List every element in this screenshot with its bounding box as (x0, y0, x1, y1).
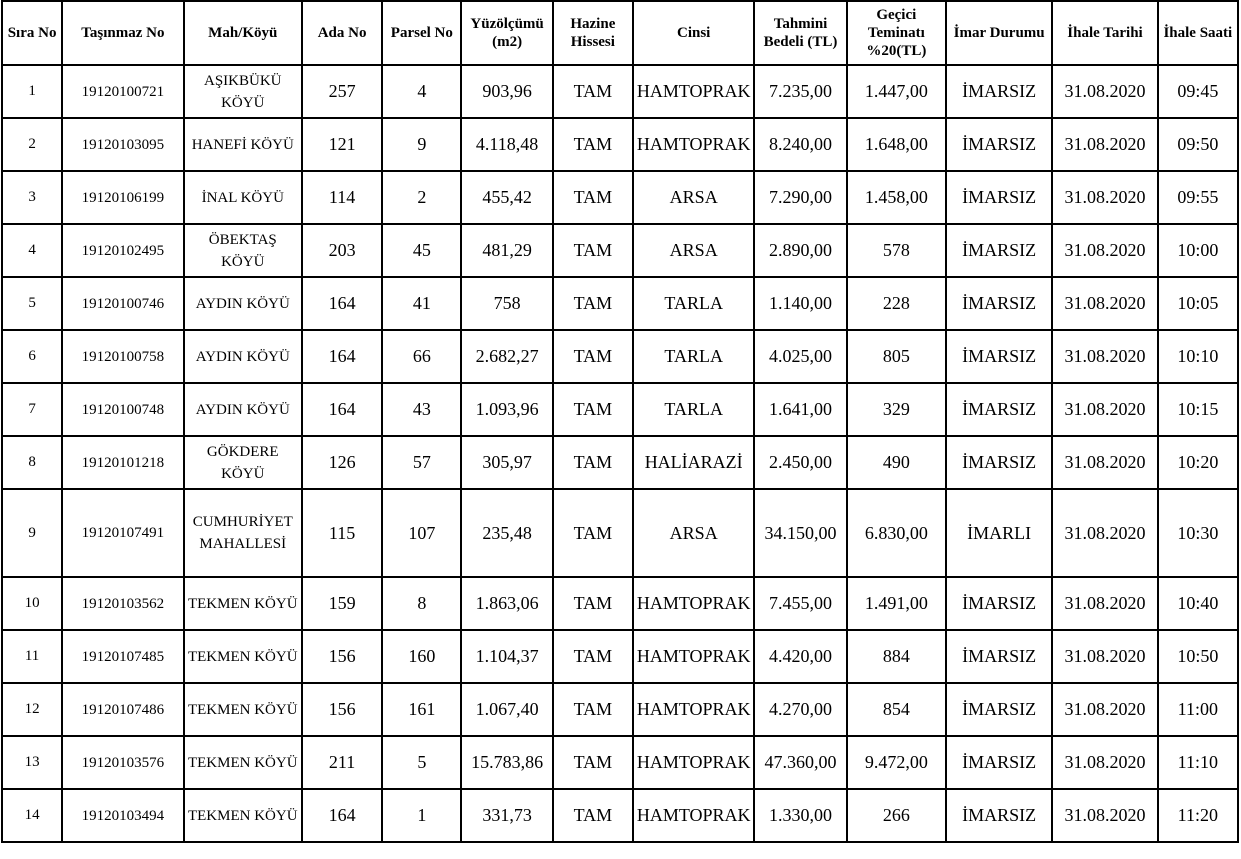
sira-cell: 13 (2, 736, 62, 789)
yuzolcum-cell: 1.067,40 (461, 683, 552, 736)
saat-cell: 11:20 (1158, 789, 1238, 842)
cins-cell: HAMTOPRAK (633, 683, 754, 736)
col-header-cins: Cinsi (633, 1, 754, 65)
koy-cell: TEKMEN KÖYÜ (184, 577, 302, 630)
sira-cell: 7 (2, 383, 62, 436)
imar-cell: İMARSIZ (946, 65, 1052, 118)
ada-cell: 164 (302, 789, 382, 842)
tarih-cell: 31.08.2020 (1052, 118, 1157, 171)
tarih-cell: 31.08.2020 (1052, 277, 1157, 330)
hisse-cell: TAM (553, 683, 633, 736)
tasinmaz-cell: 19120100721 (62, 65, 183, 118)
bedel-cell: 2.450,00 (754, 436, 846, 489)
tasinmaz-cell: 19120107485 (62, 630, 183, 683)
teminat-cell: 884 (847, 630, 946, 683)
tarih-cell: 31.08.2020 (1052, 65, 1157, 118)
imar-cell: İMARSIZ (946, 171, 1052, 224)
parsel-cell: 9 (382, 118, 461, 171)
yuzolcum-cell: 4.118,48 (461, 118, 552, 171)
bedel-cell: 7.455,00 (754, 577, 846, 630)
koy-cell: TEKMEN KÖYÜ (184, 736, 302, 789)
table-row (2, 330, 1238, 383)
tasinmaz-cell: 19120103576 (62, 736, 183, 789)
sira-cell: 5 (2, 277, 62, 330)
parsel-cell: 57 (382, 436, 461, 489)
table-row (2, 224, 1238, 277)
hisse-cell: TAM (553, 171, 633, 224)
sira-cell: 10 (2, 577, 62, 630)
imar-cell: İMARSIZ (946, 383, 1052, 436)
tarih-cell: 31.08.2020 (1052, 683, 1157, 736)
koy-cell: AYDIN KÖYÜ (184, 383, 302, 436)
bedel-cell: 47.360,00 (754, 736, 846, 789)
bedel-cell: 34.150,00 (754, 489, 846, 577)
ada-cell: 126 (302, 436, 382, 489)
sira-cell: 2 (2, 118, 62, 171)
imar-cell: İMARSIZ (946, 577, 1052, 630)
ada-cell: 114 (302, 171, 382, 224)
cins-cell: TARLA (633, 383, 754, 436)
table-row (2, 683, 1238, 736)
teminat-cell: 6.830,00 (847, 489, 946, 577)
bedel-cell: 4.025,00 (754, 330, 846, 383)
cins-cell: HAMTOPRAK (633, 736, 754, 789)
yuzolcum-cell: 455,42 (461, 171, 552, 224)
cins-cell: HALİARAZİ (633, 436, 754, 489)
teminat-cell: 805 (847, 330, 946, 383)
ada-cell: 211 (302, 736, 382, 789)
saat-cell: 10:30 (1158, 489, 1238, 577)
col-header-tarih: İhale Tarihi (1052, 1, 1157, 65)
col-header-teminat: Geçici Teminatı %20(TL) (847, 1, 946, 65)
hisse-cell: TAM (553, 277, 633, 330)
teminat-cell: 490 (847, 436, 946, 489)
tarih-cell: 31.08.2020 (1052, 330, 1157, 383)
saat-cell: 10:10 (1158, 330, 1238, 383)
koy-cell: CUMHURİYET MAHALLESİ (184, 489, 302, 577)
teminat-cell: 1.491,00 (847, 577, 946, 630)
col-header-imar: İmar Durumu (946, 1, 1052, 65)
hisse-cell: TAM (553, 736, 633, 789)
cins-cell: HAMTOPRAK (633, 789, 754, 842)
hisse-cell: TAM (553, 383, 633, 436)
teminat-cell: 854 (847, 683, 946, 736)
teminat-cell: 1.648,00 (847, 118, 946, 171)
table-row (2, 171, 1238, 224)
saat-cell: 09:55 (1158, 171, 1238, 224)
teminat-cell: 1.458,00 (847, 171, 946, 224)
col-header-bedel: Tahmini Bedeli (TL) (754, 1, 846, 65)
tasinmaz-cell: 19120103562 (62, 577, 183, 630)
imar-cell: İMARSIZ (946, 736, 1052, 789)
imar-cell: İMARSIZ (946, 436, 1052, 489)
tasinmaz-cell: 19120106199 (62, 171, 183, 224)
saat-cell: 09:50 (1158, 118, 1238, 171)
yuzolcum-cell: 235,48 (461, 489, 552, 577)
col-header-yuzolcum: Yüzölçümü (m2) (461, 1, 552, 65)
tasinmaz-cell: 19120103494 (62, 789, 183, 842)
tarih-cell: 31.08.2020 (1052, 383, 1157, 436)
teminat-cell: 578 (847, 224, 946, 277)
sira-cell: 4 (2, 224, 62, 277)
parsel-cell: 8 (382, 577, 461, 630)
yuzolcum-cell: 15.783,86 (461, 736, 552, 789)
hisse-cell: TAM (553, 789, 633, 842)
teminat-cell: 9.472,00 (847, 736, 946, 789)
tender-table (1, 0, 1239, 843)
table-row (2, 577, 1238, 630)
sira-cell: 8 (2, 436, 62, 489)
hisse-cell: TAM (553, 577, 633, 630)
sira-cell: 1 (2, 65, 62, 118)
header-row (2, 1, 1238, 65)
bedel-cell: 1.140,00 (754, 277, 846, 330)
tasinmaz-cell: 19120101218 (62, 436, 183, 489)
tasinmaz-cell: 19120103095 (62, 118, 183, 171)
bedel-cell: 7.235,00 (754, 65, 846, 118)
parsel-cell: 4 (382, 65, 461, 118)
hisse-cell: TAM (553, 224, 633, 277)
yuzolcum-cell: 1.104,37 (461, 630, 552, 683)
cins-cell: ARSA (633, 171, 754, 224)
cins-cell: TARLA (633, 330, 754, 383)
table-row (2, 630, 1238, 683)
yuzolcum-cell: 305,97 (461, 436, 552, 489)
imar-cell: İMARSIZ (946, 630, 1052, 683)
bedel-cell: 4.420,00 (754, 630, 846, 683)
tarih-cell: 31.08.2020 (1052, 736, 1157, 789)
tarih-cell: 31.08.2020 (1052, 577, 1157, 630)
tasinmaz-cell: 19120107486 (62, 683, 183, 736)
tarih-cell: 31.08.2020 (1052, 224, 1157, 277)
yuzolcum-cell: 1.093,96 (461, 383, 552, 436)
koy-cell: TEKMEN KÖYÜ (184, 630, 302, 683)
sira-cell: 11 (2, 630, 62, 683)
hisse-cell: TAM (553, 65, 633, 118)
bedel-cell: 2.890,00 (754, 224, 846, 277)
cins-cell: HAMTOPRAK (633, 577, 754, 630)
table-row (2, 736, 1238, 789)
parsel-cell: 66 (382, 330, 461, 383)
ada-cell: 156 (302, 683, 382, 736)
tarih-cell: 31.08.2020 (1052, 436, 1157, 489)
imar-cell: İMARSIZ (946, 224, 1052, 277)
col-header-tasinmaz: Taşınmaz No (62, 1, 183, 65)
tasinmaz-cell: 19120100746 (62, 277, 183, 330)
ada-cell: 156 (302, 630, 382, 683)
koy-cell: HANEFİ KÖYÜ (184, 118, 302, 171)
ada-cell: 257 (302, 65, 382, 118)
yuzolcum-cell: 331,73 (461, 789, 552, 842)
table-row (2, 489, 1238, 577)
imar-cell: İMARSIZ (946, 277, 1052, 330)
bedel-cell: 1.641,00 (754, 383, 846, 436)
parsel-cell: 1 (382, 789, 461, 842)
cins-cell: HAMTOPRAK (633, 65, 754, 118)
table-row (2, 436, 1238, 489)
saat-cell: 10:20 (1158, 436, 1238, 489)
teminat-cell: 1.447,00 (847, 65, 946, 118)
hisse-cell: TAM (553, 330, 633, 383)
saat-cell: 10:50 (1158, 630, 1238, 683)
col-header-saat: İhale Saati (1158, 1, 1238, 65)
ada-cell: 164 (302, 330, 382, 383)
cins-cell: HAMTOPRAK (633, 118, 754, 171)
hisse-cell: TAM (553, 489, 633, 577)
cins-cell: ARSA (633, 224, 754, 277)
koy-cell: TEKMEN KÖYÜ (184, 683, 302, 736)
cins-cell: TARLA (633, 277, 754, 330)
imar-cell: İMARSIZ (946, 118, 1052, 171)
saat-cell: 11:10 (1158, 736, 1238, 789)
table-row (2, 789, 1238, 842)
parsel-cell: 161 (382, 683, 461, 736)
ada-cell: 121 (302, 118, 382, 171)
tarih-cell: 31.08.2020 (1052, 789, 1157, 842)
sira-cell: 12 (2, 683, 62, 736)
col-header-ada: Ada No (302, 1, 382, 65)
bedel-cell: 7.290,00 (754, 171, 846, 224)
sira-cell: 9 (2, 489, 62, 577)
saat-cell: 10:15 (1158, 383, 1238, 436)
teminat-cell: 329 (847, 383, 946, 436)
ada-cell: 164 (302, 383, 382, 436)
tasinmaz-cell: 19120107491 (62, 489, 183, 577)
saat-cell: 10:05 (1158, 277, 1238, 330)
saat-cell: 10:40 (1158, 577, 1238, 630)
parsel-cell: 43 (382, 383, 461, 436)
parsel-cell: 41 (382, 277, 461, 330)
parsel-cell: 5 (382, 736, 461, 789)
sira-cell: 14 (2, 789, 62, 842)
yuzolcum-cell: 481,29 (461, 224, 552, 277)
table-row (2, 383, 1238, 436)
bedel-cell: 8.240,00 (754, 118, 846, 171)
tarih-cell: 31.08.2020 (1052, 489, 1157, 577)
parsel-cell: 45 (382, 224, 461, 277)
yuzolcum-cell: 1.863,06 (461, 577, 552, 630)
imar-cell: İMARLI (946, 489, 1052, 577)
col-header-koy: Mah/Köyü (184, 1, 302, 65)
tasinmaz-cell: 19120100748 (62, 383, 183, 436)
table-row (2, 65, 1238, 118)
koy-cell: AYDIN KÖYÜ (184, 330, 302, 383)
koy-cell: TEKMEN KÖYÜ (184, 789, 302, 842)
ada-cell: 164 (302, 277, 382, 330)
parsel-cell: 107 (382, 489, 461, 577)
parsel-cell: 2 (382, 171, 461, 224)
bedel-cell: 4.270,00 (754, 683, 846, 736)
hisse-cell: TAM (553, 118, 633, 171)
imar-cell: İMARSIZ (946, 330, 1052, 383)
sira-cell: 6 (2, 330, 62, 383)
cins-cell: ARSA (633, 489, 754, 577)
table-row (2, 277, 1238, 330)
saat-cell: 09:45 (1158, 65, 1238, 118)
col-header-parsel: Parsel No (382, 1, 461, 65)
yuzolcum-cell: 903,96 (461, 65, 552, 118)
koy-cell: ÖBEKTAŞ KÖYÜ (184, 224, 302, 277)
ada-cell: 203 (302, 224, 382, 277)
koy-cell: GÖKDERE KÖYÜ (184, 436, 302, 489)
ada-cell: 159 (302, 577, 382, 630)
parsel-cell: 160 (382, 630, 461, 683)
tasinmaz-cell: 19120102495 (62, 224, 183, 277)
tarih-cell: 31.08.2020 (1052, 171, 1157, 224)
saat-cell: 10:00 (1158, 224, 1238, 277)
teminat-cell: 228 (847, 277, 946, 330)
tarih-cell: 31.08.2020 (1052, 630, 1157, 683)
bedel-cell: 1.330,00 (754, 789, 846, 842)
koy-cell: AŞIKBÜKÜ KÖYÜ (184, 65, 302, 118)
koy-cell: İNAL KÖYÜ (184, 171, 302, 224)
koy-cell: AYDIN KÖYÜ (184, 277, 302, 330)
sira-cell: 3 (2, 171, 62, 224)
cins-cell: HAMTOPRAK (633, 630, 754, 683)
ada-cell: 115 (302, 489, 382, 577)
col-header-hisse: Hazine Hissesi (553, 1, 633, 65)
saat-cell: 11:00 (1158, 683, 1238, 736)
yuzolcum-cell: 758 (461, 277, 552, 330)
table-body (2, 65, 1238, 842)
hisse-cell: TAM (553, 630, 633, 683)
hisse-cell: TAM (553, 436, 633, 489)
table-row (2, 118, 1238, 171)
col-header-sira: Sıra No (2, 1, 62, 65)
imar-cell: İMARSIZ (946, 683, 1052, 736)
teminat-cell: 266 (847, 789, 946, 842)
yuzolcum-cell: 2.682,27 (461, 330, 552, 383)
imar-cell: İMARSIZ (946, 789, 1052, 842)
tasinmaz-cell: 19120100758 (62, 330, 183, 383)
